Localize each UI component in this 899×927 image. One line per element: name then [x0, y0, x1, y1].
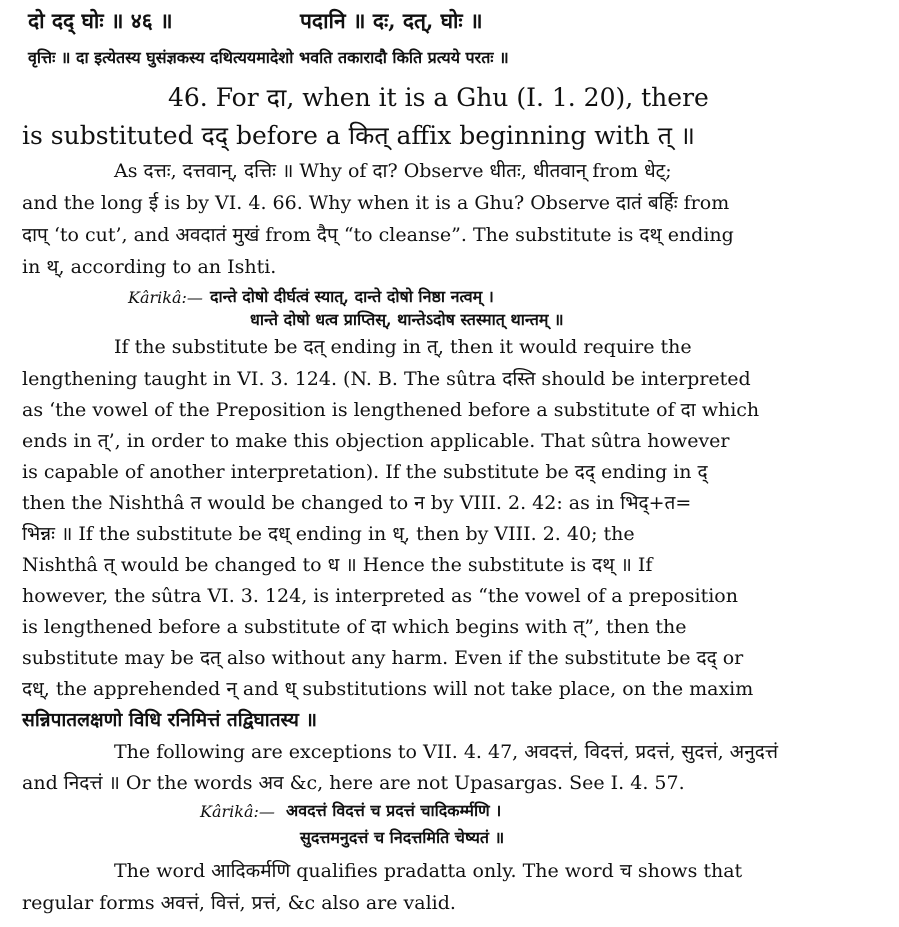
paragraph-line: as ‘the vowel of the Preposition is lengthened before a substitute of दा which — [22, 399, 760, 421]
paragraph-line: and निदत्तं ॥ Or the words अव &c, here are not Upasargas. See I. 4. 57. — [22, 772, 685, 794]
paragraph-line: भिन्नः ॥ If the substitute be दध् ending in ध्, then by VIII. 2. 40; the — [22, 523, 635, 545]
maxim-line: सन्निपातलक्षणो विधि रनिमित्तं तद्विघातस्य ॥ — [22, 709, 317, 731]
commentary-line: and the long ई is by VI. 4. 66. Why when it is a Ghu? Observe दातं बर्हिः from — [22, 192, 730, 214]
vritti-line: वृत्तिः ॥ दा इत्येतस्य घुसंज्ञकस्य दथित्ययमादेशो भवति तकारादौ किति प्रत्यये परतः ॥ — [28, 48, 509, 67]
paragraph-line: regular forms अवत्तं, वित्तं, प्रत्तं, &c also are valid. — [22, 892, 456, 914]
sutra-translation-line: 46. For दा, when it is a Ghu (I. 1. 20), there — [168, 83, 709, 112]
paragraph-line: The word आदिकर्मणि qualifies pradatta only. The word च shows that — [114, 860, 743, 882]
commentary-line: in थ्, according to an Ishti. — [22, 256, 277, 278]
paragraph-line: is capable of another interpretation). If the substitute be दद् ending in द् — [22, 461, 708, 483]
karika-verse: दान्ते दोषो दीर्घत्वं स्यात्, दान्ते दोषो निष्ठा नत्वम् । — [210, 287, 494, 306]
padani-heading: पदानि ॥ दः, दत्, घोः ॥ — [300, 8, 483, 33]
paragraph-line: ends in त्’, in order to make this objection applicable. That sûtra however — [22, 430, 730, 452]
paragraph-line: however, the sûtra VI. 3. 124, is interpreted as “the vowel of a preposition — [22, 585, 738, 607]
paragraph-line: Nishthâ त् would be changed to ध ॥ Hence the substitute is दथ् ॥ If — [22, 554, 653, 576]
commentary-line: दाप् ‘to cut’, and अवदातं मुखं from दैप् “to cleanse”. The substitute is दथ् ending — [22, 224, 734, 246]
karika-verse: धान्ते दोषो धत्व प्राप्तिस्, थान्तेऽदोष स्तस्मात् थान्तम् ॥ — [250, 310, 564, 329]
paragraph-line: दध्, the apprehended न् and ध् substitutions will not take place, on the maxim — [22, 678, 754, 700]
paragraph-line: substitute may be दत् also without any harm. Even if the substitute be दद् or — [22, 647, 744, 669]
karika-label: Kârikâ:— — [200, 802, 275, 821]
paragraph-line: lengthening taught in VI. 3. 124. (N. B. The sûtra दस्ति should be interpreted — [22, 368, 751, 390]
paragraph-line: then the Nishthâ त would be changed to न by VIII. 2. 42: as in भिद्+त= — [22, 492, 692, 514]
karika-verse: अवदत्तं विदत्तं च प्रदत्तं चादिकर्म्मणि । — [286, 801, 502, 820]
karika-verse: सुदत्तमनुदत्तं च निदत्तमिति चेष्यतं ॥ — [300, 828, 505, 847]
paragraph-line: is lengthened before a substitute of दा which begins with त्”, then the — [22, 616, 687, 638]
sutra-translation-line: is substituted दद् before a कित् affix beginning with त् ॥ — [22, 121, 695, 150]
commentary-line: As दत्तः, दत्तवान्, दत्तिः ॥ Why of दा? Observe धीतः, धीतवान् from धेट्; — [114, 160, 672, 182]
paragraph-line: The following are exceptions to VII. 4. 47, अवदत्तं, विदत्तं, प्रदत्तं, सुदत्तं, अनुदत्तं — [114, 741, 778, 763]
sutra-heading: दो दद् घोः ॥ ४६ ॥ — [28, 8, 173, 33]
karika-label: Kârikâ:— — [128, 288, 203, 307]
paragraph-line: If the substitute be दत् ending in त्, then it would require the — [114, 336, 692, 358]
